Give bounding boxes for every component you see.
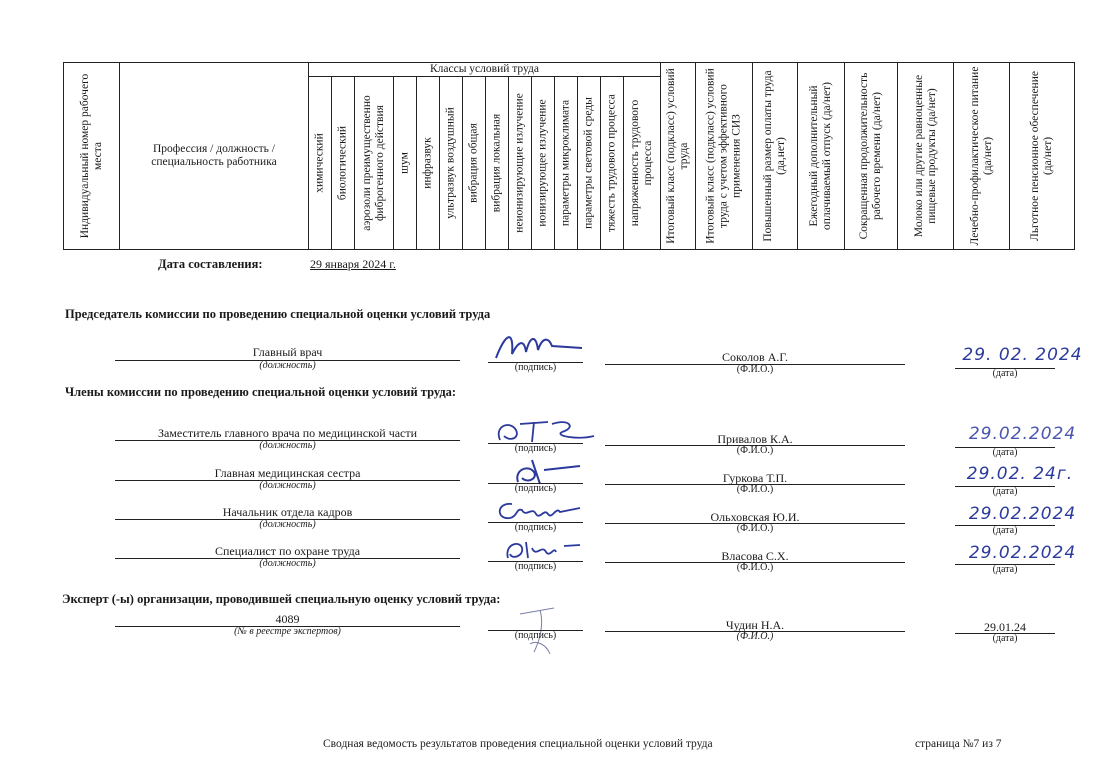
member-date: 29.02.2024 — [968, 543, 1077, 563]
page-number: страница №7 из 7 — [915, 738, 1002, 750]
member-signature-caption: (подпись) — [514, 483, 557, 494]
col-total-class: Итоговый класс (подкласс) условий труда — [661, 63, 696, 250]
expert-name-caption: (Ф.И.О.) — [736, 631, 774, 642]
member-name-caption: (Ф.И.О.) — [736, 445, 774, 456]
col-pension: Льготное пенсионное обеспечение (да/нет) — [1010, 63, 1075, 250]
member-name: Власова С.Х. — [721, 549, 789, 563]
member-date: 29.02.2024 — [968, 424, 1077, 444]
chairman-heading: Председатель комиссии по проведению специальной оценки условий труда — [65, 307, 491, 321]
col-vacation: Ежегодный дополнительный оплачиваемый отпуск (да/нет) — [798, 63, 845, 250]
member-position: Главная медицинская сестра — [214, 466, 361, 480]
factor-infrasound: инфразвук — [417, 77, 440, 250]
factor-microclimate: параметры микроклимата — [555, 77, 578, 250]
group-title-cell: Классы условий труда — [309, 63, 661, 77]
expert-signature-caption: (подпись) — [514, 630, 557, 641]
results-table — [63, 62, 1075, 250]
col-profession: Профессия / должность / специальность работника — [120, 63, 309, 250]
chairman-date: 29. 02. 2024 — [962, 345, 1083, 365]
factor-ionizing: ионизирующее излучение — [532, 77, 555, 250]
expert-date: 29.01.24 — [984, 620, 1026, 634]
date-label: Дата составления: — [158, 257, 263, 271]
factor-intensity: напряженность трудового процесса — [624, 77, 661, 250]
col-food: Лечебно-профилактическое питание (да/нет) — [954, 63, 1010, 250]
expert-date-caption: (дата) — [992, 633, 1018, 644]
member-name: Привалов К.А. — [717, 432, 793, 446]
col-short-time: Сокращенная продолжительность рабочего времени (да/нет) — [845, 63, 898, 250]
member-date-caption: (дата) — [992, 525, 1018, 536]
factor-vibration-general: вибрация общая — [463, 77, 486, 250]
factor-ultrasound: ультразвук воздушный — [440, 77, 463, 250]
factor-noise: шум — [394, 77, 417, 250]
expert-registry-number: 4089 — [275, 612, 300, 626]
factor-aerosols: аэрозоли преимущественно фиброгенного действия — [355, 77, 394, 250]
chairman-position: Главный врач — [252, 345, 323, 359]
member-signature-caption: (подпись) — [514, 561, 557, 572]
member-date-caption: (дата) — [992, 486, 1018, 497]
member-date-caption: (дата) — [992, 564, 1018, 575]
member-name-caption: (Ф.И.О.) — [736, 484, 774, 495]
member-name: Гуркова Т.П. — [722, 471, 788, 485]
expert-registry-caption: (№ в реестре экспертов) — [234, 626, 341, 637]
member-date: 29.02.2024 — [968, 504, 1077, 524]
col-pay: Повышенный размер оплаты труда (да,нет) — [753, 63, 798, 250]
factor-light: параметры световой среды — [578, 77, 601, 250]
member-position: Начальник отдела кадров — [222, 505, 353, 519]
expert-name: Чудин Н.А. — [725, 618, 785, 632]
chairman-date-caption: (дата) — [992, 368, 1018, 379]
member-position-caption: (должность) — [259, 440, 316, 451]
member-position: Специалист по охране труда — [214, 544, 361, 558]
member-signature-caption: (подпись) — [514, 443, 557, 454]
member-position-caption: (должность) — [259, 519, 316, 530]
member-position-caption: (должность) — [259, 558, 316, 569]
expert-heading: Эксперт (-ы) организации, проводившей специальную оценку условий труда: — [62, 592, 501, 606]
factor-nonionizing: неионизирующие излучение — [509, 77, 532, 250]
factor-chemical: химический — [309, 77, 332, 250]
chairman-position-caption: (должность) — [259, 360, 316, 371]
chairman-name: Соколов А.Г. — [722, 350, 788, 364]
member-name-caption: (Ф.И.О.) — [736, 562, 774, 573]
factor-heaviness: тяжесть трудового процесса — [601, 77, 624, 250]
members-heading: Члены комиссии по проведению специальной оценки условий труда: — [65, 385, 457, 399]
member-name-caption: (Ф.И.О.) — [736, 523, 774, 534]
footer-title: Сводная ведомость результатов проведения специальной оценки условий труда — [323, 738, 713, 750]
chairman-signature-caption: (подпись) — [514, 362, 557, 373]
member-date-caption: (дата) — [992, 447, 1018, 458]
date-value: 29 января 2024 г. — [310, 257, 396, 271]
member-signature-caption: (подпись) — [514, 522, 557, 533]
factor-vibration-local: вибрация локальная — [486, 77, 509, 250]
member-position: Заместитель главного врача по медицинской части — [157, 426, 418, 440]
member-position-caption: (должность) — [259, 480, 316, 491]
factor-biological: биологический — [332, 77, 355, 250]
col-total-class-siz: Итоговый класс (подкласс) условий труда с учетом эффективного применения СИЗ — [696, 63, 753, 250]
col-workplace-id: Индивидуальный номер рабочего места — [64, 63, 120, 250]
chairman-signature — [490, 328, 590, 364]
member-date: 29.02. 24г. — [966, 464, 1074, 484]
col-milk: Молоко или другие равноценные пищевые продукты (да/нет) — [898, 63, 954, 250]
chairman-name-caption: (Ф.И.О.) — [736, 364, 774, 375]
member-signature — [500, 536, 585, 564]
member-name: Ольховская Ю.И. — [710, 510, 800, 524]
